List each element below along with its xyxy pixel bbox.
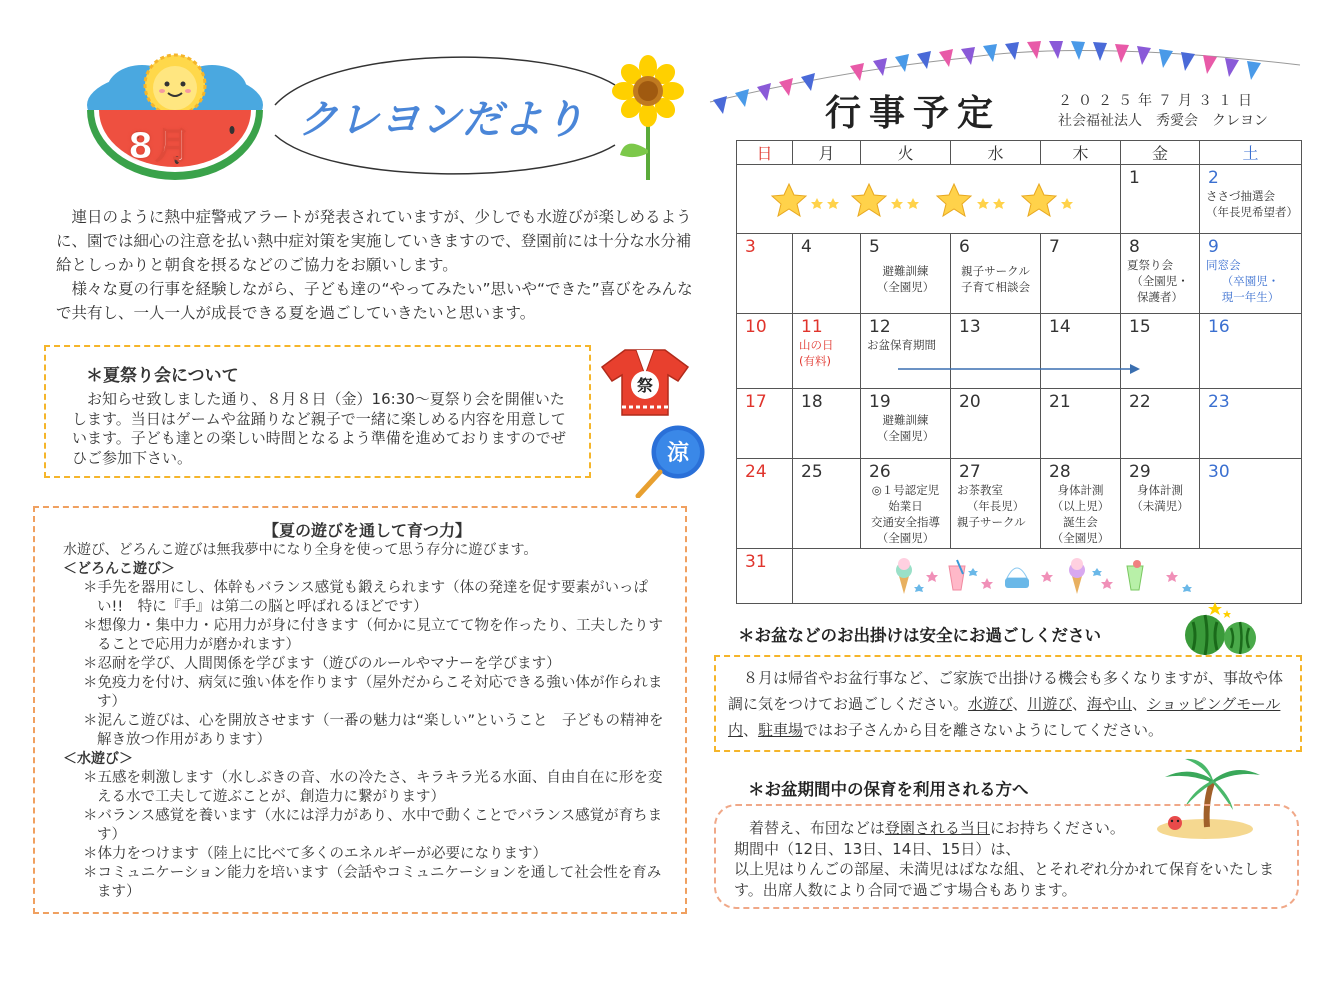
calendar-day: 7 bbox=[1041, 234, 1121, 314]
calendar-day: 31 bbox=[737, 549, 793, 604]
calendar-day: 2 ささづ抽選会 （年長児希望者） bbox=[1200, 165, 1302, 234]
intro-paragraph: 様々な夏の行事を経験しながら、子ども達の“やってみたい”思いや“できた”喜びをみんなで共有し、一人一人が成長できる夏を過ごしていきたいと思います。 bbox=[56, 280, 693, 322]
calendar-day: 8 夏祭り会 （全園児・ 保護者） bbox=[1121, 234, 1200, 314]
weekday-sun: 日 bbox=[737, 141, 793, 165]
calendar-day: 27 お茶教室 （年長児） 親子サークル bbox=[951, 459, 1041, 549]
uchiwa-fan-icon bbox=[630, 420, 720, 498]
weekday-mon: 月 bbox=[793, 141, 861, 165]
calendar-day: 26 ◎１号認定児 始業日 交通安全指導 （全園児） bbox=[861, 459, 951, 549]
stars-decoration-cell bbox=[737, 165, 1121, 234]
festival-heading: ＊夏祭り会について bbox=[86, 366, 239, 386]
calendar-day: 11 山の日 (有料) bbox=[793, 314, 861, 389]
calendar-week bbox=[737, 459, 1302, 549]
water-play-list bbox=[63, 769, 671, 902]
list-item: ＊手先を器用にし、体幹もバランス感覚も鍛えられます（体の発達を促す要素がいっぱい!! 特に『手』は第二の脳と呼ばれるほどです） bbox=[83, 580, 649, 615]
calendar-day: 1 bbox=[1121, 165, 1200, 234]
list-item: ＊コミュニケーション能力を培います（会話やコミュニケーションを通して社会性を育みます） bbox=[83, 865, 662, 900]
calendar-day: 10 bbox=[737, 314, 793, 389]
obon-care-heading: ＊お盆期間中の保育を利用される方へ bbox=[748, 780, 1029, 799]
watermelon-icon bbox=[1175, 600, 1265, 660]
weekday-thu: 木 bbox=[1041, 141, 1121, 165]
mud-play-heading: ＜どろんこ遊び＞ bbox=[63, 561, 175, 577]
calendar-day: 20 bbox=[951, 389, 1041, 459]
care-line: 着替え、布団などは登園される当日にお持ちください。 bbox=[749, 819, 1125, 837]
list-item: ＊想像力・集中力・応用力が身に付きます（何かに見立てて物を作ったり、工夫したりすることで応用力が磨かれます） bbox=[83, 618, 663, 653]
calendar-day: 15 bbox=[1121, 314, 1200, 389]
icecream-decoration bbox=[799, 553, 1295, 599]
calendar-day: 6 親子サークル 子育て相談会 bbox=[951, 234, 1041, 314]
stars-decoration bbox=[743, 169, 1114, 231]
calendar-day: 28 身体計測 （以上児） 誕生会 （全園児） bbox=[1041, 459, 1121, 549]
newsletter-title: クレヨンだより bbox=[298, 97, 585, 143]
sunflower-illustration bbox=[610, 55, 685, 180]
calendar-day: 9 同窓会 （卒園児・ 現一年生） bbox=[1200, 234, 1302, 314]
calendar-day: 22 bbox=[1121, 389, 1200, 459]
water-play-heading: ＜水遊び＞ bbox=[63, 751, 133, 767]
care-line: 以上児はりんごの部屋、未満児はばなな組、とそれぞれ分かれて保育をいたします。出席人数により合同で過ごす場合もあります。 bbox=[734, 860, 1275, 899]
intro-message bbox=[56, 205, 701, 325]
obon-care-notice bbox=[714, 804, 1299, 909]
festival-body: お知らせ致しました通り、８月８日（金）16:30～夏祭り会を開催いたします。当日はゲームや盆踊りなど親子で一緒に楽しめる内容を用意しています。子ども達との楽しい時間となるよう準備を進めておりますのでぜひご参加下さい。 bbox=[72, 390, 566, 467]
weekday-header-row bbox=[737, 141, 1302, 165]
organization-name: 社会福祉法人 秀愛会 クレヨン bbox=[1058, 113, 1268, 129]
obon-period-arrow bbox=[898, 362, 1140, 376]
play-lead: 水遊び、どろんこ遊びは無我夢中になり全身を使って思う存分に遊びます。 bbox=[63, 542, 538, 558]
calendar-week bbox=[737, 389, 1302, 459]
calendar-day: 3 bbox=[737, 234, 793, 314]
happi-coat-icon bbox=[600, 345, 690, 417]
issue-date: ２０２５年７月３１日 bbox=[1058, 93, 1258, 109]
calendar-day: 18 bbox=[793, 389, 861, 459]
calendar-day: 16 bbox=[1200, 314, 1302, 389]
outing-text: ８月は帰省やお盆行事など、ご家族で出掛ける機会も多くなりますが、事故や体調に気をつけてお過ごしください。水遊び、川遊び、海や山、ショッピングモール内、駐車場ではお子さんから目を離さないようにしてください。 bbox=[728, 669, 1284, 739]
calendar-day: 21 bbox=[1041, 389, 1121, 459]
calendar-week bbox=[737, 165, 1302, 234]
outing-heading: ＊お盆などのお出掛けは安全にお過ごしください bbox=[738, 626, 1101, 645]
calendar-week bbox=[737, 314, 1302, 389]
calendar-day: 19 避難訓練 （全園児） bbox=[861, 389, 951, 459]
calendar-day: 24 bbox=[737, 459, 793, 549]
intro-paragraph: 連日のように熱中症警戒アラートが発表されていますが、少しでも水遊びが楽しめるように、園では細心の注意を払い熱中症対策を実施していきますので、登園前には十分な水分補給としっかりと朝食を摂るなどのご協力をお願いします。 bbox=[56, 208, 692, 274]
calendar-day: 14 bbox=[1041, 314, 1121, 389]
play-heading: 【夏の遊びを通して育つ力】 bbox=[262, 521, 471, 540]
list-item: ＊泥んこ遊びは、心を開放させます（一番の魅力は“楽しい”ということ 子どもの精神を解き放つ作用があります） bbox=[83, 713, 664, 748]
calendar-day: 5 避難訓練 （全園児） bbox=[861, 234, 951, 314]
calendar-day: 30 bbox=[1200, 459, 1302, 549]
care-line: 期間中（12日、13日、14日、15日）は、 bbox=[734, 839, 1021, 858]
svg-text:祭: 祭 bbox=[636, 376, 654, 395]
weekday-sat: 土 bbox=[1200, 141, 1302, 165]
calendar-day: 12 お盆保育期間 bbox=[861, 314, 951, 389]
month-label: 8月 bbox=[128, 126, 194, 167]
events-title: 行事予定 bbox=[825, 93, 1002, 134]
weekday-wed: 水 bbox=[951, 141, 1041, 165]
weekday-tue: 火 bbox=[861, 141, 951, 165]
summer-sweets-icon bbox=[887, 556, 1207, 596]
calendar-day: 13 bbox=[951, 314, 1041, 389]
calendar-day: 25 bbox=[793, 459, 861, 549]
list-item: ＊バランス感覚を養います（水には浮力があり、水中で動くことでバランス感覚が育ちます） bbox=[83, 808, 663, 843]
star-faces-icon bbox=[769, 180, 1089, 220]
svg-text:涼: 涼 bbox=[666, 441, 690, 466]
calendar-day: 29 身体計測 （未満児） bbox=[1121, 459, 1200, 549]
list-item: ＊体力をつけます（陸上に比べて多くのエネルギーが必要になります） bbox=[83, 846, 547, 862]
weekday-fri: 金 bbox=[1121, 141, 1200, 165]
outing-notice bbox=[714, 655, 1302, 752]
calendar-week bbox=[737, 234, 1302, 314]
summer-festival-notice bbox=[44, 345, 591, 478]
calendar-day: 17 bbox=[737, 389, 793, 459]
mud-play-list bbox=[63, 579, 671, 750]
calendar-week bbox=[737, 549, 1302, 604]
list-item: ＊免疫力を付け、病気に強い体を作ります（屋外だからこそ対応できる強い体が作られます） bbox=[83, 675, 663, 710]
calendar-day: 4 bbox=[793, 234, 861, 314]
icecream-decoration-cell bbox=[793, 549, 1302, 604]
summer-play-section bbox=[33, 506, 687, 914]
calendar-day: 23 bbox=[1200, 389, 1302, 459]
list-item: ＊五感を刺激します（水しぶきの音、水の冷たさ、キラキラ光る水面、自由自在に形を変える水で工夫して遊ぶことが、創造力に繋がります） bbox=[83, 770, 663, 805]
list-item: ＊忍耐を学び、人間関係を学びます（遊びのルールやマナーを学びます） bbox=[83, 656, 561, 672]
